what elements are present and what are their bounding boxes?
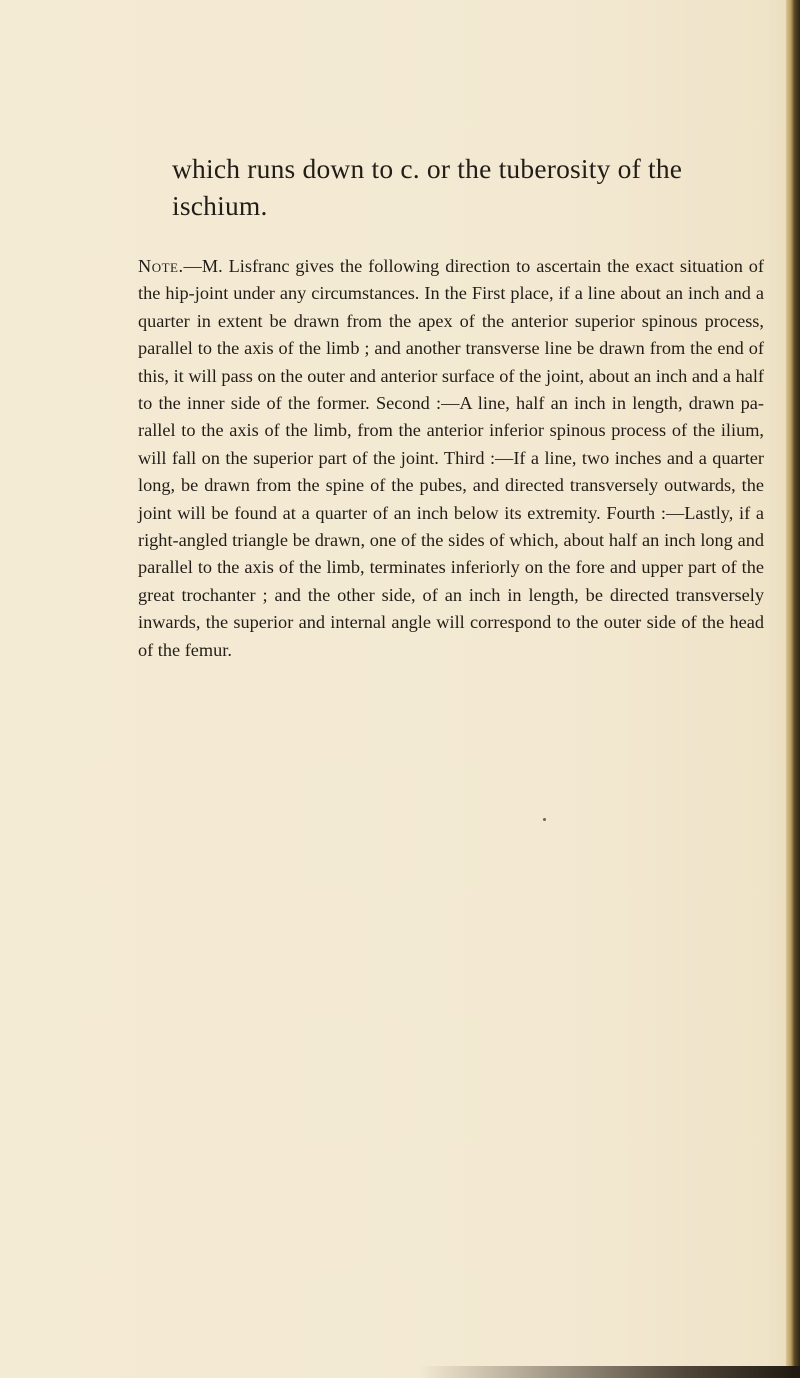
ink-speck (543, 818, 546, 821)
page-edge-shadow (786, 0, 800, 1378)
continued-paragraph: which runs down to c. or the tuberosity of the ischium. (172, 153, 683, 221)
bottom-edge-shadow (420, 1366, 800, 1378)
note-label: Note. (138, 256, 184, 276)
note-paragraph (138, 253, 764, 664)
note-text: —M. Lisfranc gives the following direction to ascertain the exact situation of the hip-joint under any circumstances. In the First place, if a line about an inch and a quarter in extent be drawn from the apex of the anterior superior spinous process, parallel to the axis of the limb ; and another transverse line be drawn from the end of this, it will pass on the outer and anterior surface of the joint, about an inch and a half to the inner side of the former. Second :—A line, half an inch in length, drawn pa-rallel to the axis of the limb, from the anterior inferior spinous process of the ilium, will fall on the superior part of the joint. Third :—If a line, two inches and a quarter long, be drawn from the spine of the pubes, and directed transversely outwards, the joint will be found at a quarter of an inch below its extremity. Fourth :—Lastly, if a right-angled triangle be drawn, one of the sides of which, about half an inch long and parallel to the axis of the limb, terminates inferiorly on the fore and upper part of the great trochanter ; and the other side, of an inch in length, be directed transversely inwards, the superior and internal angle will correspond to the outer side of the head of the femur. (138, 256, 764, 660)
